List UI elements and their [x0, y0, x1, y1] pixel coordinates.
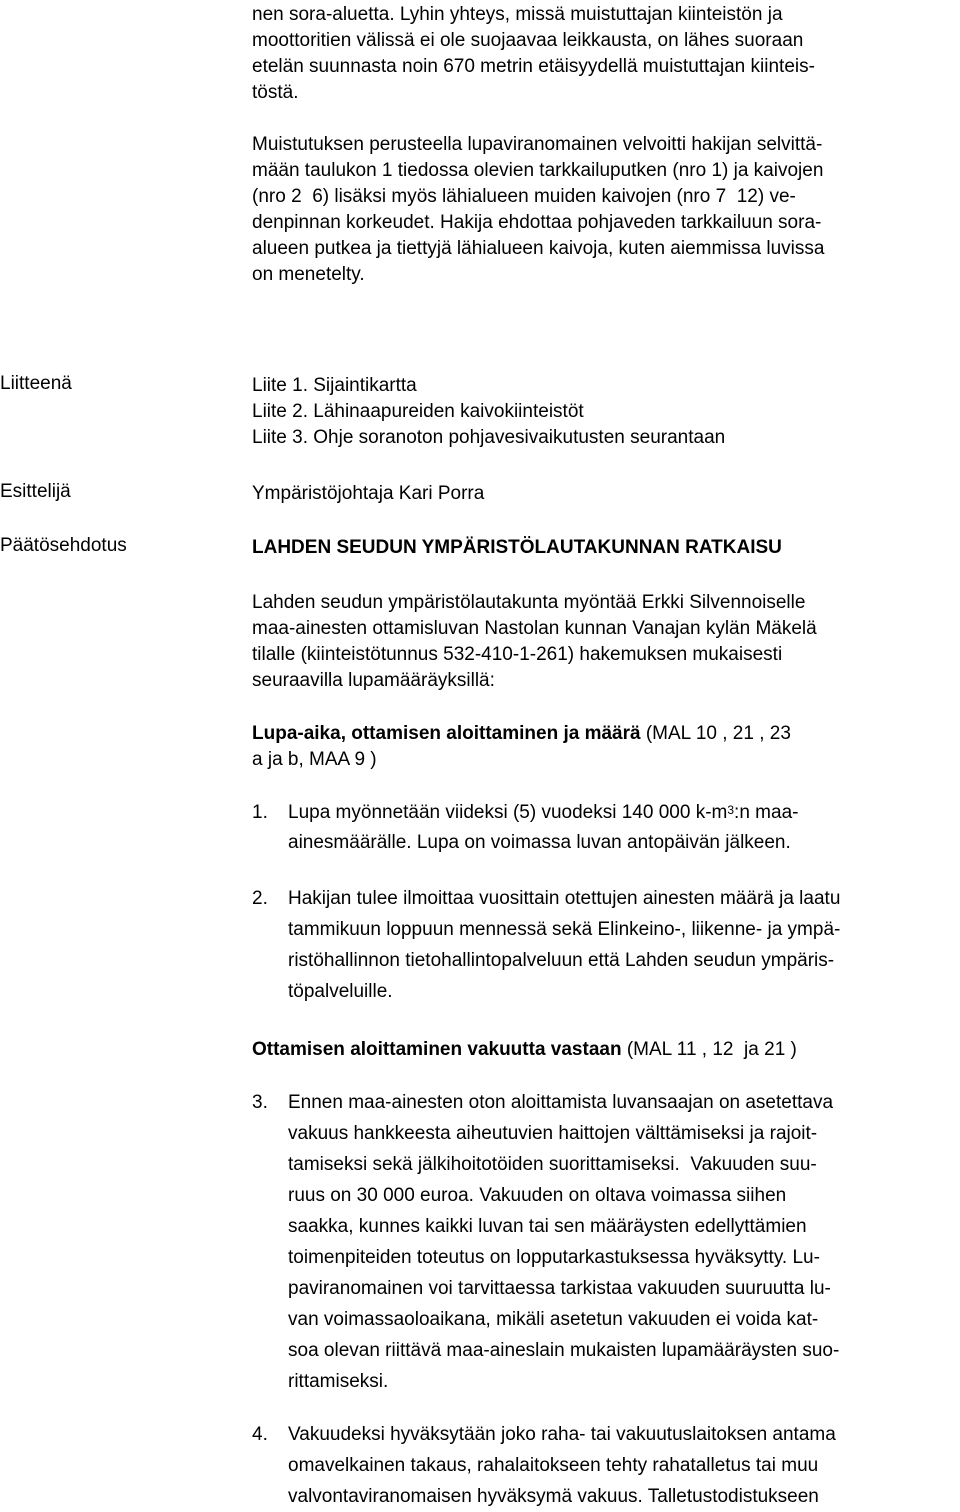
label-liitteena: Liitteenä [0, 373, 72, 394]
text-line: rittamiseksi. [288, 1371, 389, 1392]
text-span: :n maa- [734, 802, 799, 823]
text-line: Ennen maa-ainesten oton aloittamista luvansaajan on asetettava [288, 1092, 834, 1113]
text-line: seuraavilla lupamääräyksillä: [252, 670, 495, 691]
text-line: töstä. [252, 82, 299, 103]
section-heading-bold: Ottamisen aloittaminen vakuutta vastaan [252, 1039, 622, 1060]
text-line: alueen putkea ja tiettyjä lähialueen kaivoja, kuten aiemmissa luvissa [252, 238, 825, 259]
text-line: ruus on 30 000 euroa. Vakuuden on oltava voimassa siihen [288, 1185, 787, 1206]
text-line: soa olevan riittävä maa-aineslain mukaisten lupamääräysten suo- [288, 1340, 840, 1361]
presenter-name: Ympäristöjohtaja Kari Porra [252, 483, 485, 504]
text-line: tamiseksi sekä jälkihoitotöiden suorittamiseksi. Vakuuden suu- [288, 1154, 817, 1175]
text-span: Lupa myönnetään viideksi (5) vuodeksi 140 000 k-m [288, 802, 728, 823]
text-line: van voimassaoloaikana, mikäli asetetun vakuuden ei voida kat- [288, 1309, 819, 1330]
text-line: Muistutuksen perusteella lupaviranomainen velvoitti hakijan selvittä- [252, 134, 823, 155]
text-line: töpalveluille. [288, 981, 393, 1002]
item-number: 4. [252, 1424, 268, 1445]
superscript: 3 [727, 803, 735, 817]
item-number: 3. [252, 1092, 268, 1113]
text-line: etelän suunnasta noin 670 metrin etäisyydellä muistuttajan kiinteis- [252, 56, 815, 77]
text-line: Hakijan tulee ilmoittaa vuosittain otettujen ainesten määrä ja laatu [288, 888, 841, 909]
list-item [288, 1090, 958, 1392]
text-line: moottoritien välissä ei ole suojaavaa leikkausta, on lähes suoraan [252, 30, 804, 51]
text-line: maa-ainesten ottamisluvan Nastolan kunnan Vanajan kylän Mäkelä [252, 618, 817, 639]
text-line: saakka, kunnes kaikki luvan tai sen määräysten edellyttämien [288, 1216, 807, 1237]
section-heading-line: a ja b, MAA 9 ) [252, 749, 377, 770]
text-line: (nro 2 6) lisäksi myös lähialueen muiden kaivojen (nro 7 12) ve- [252, 186, 796, 207]
text-line: omavelkainen takaus, rahalaitokseen tehty rahatalletus tai muu [288, 1455, 819, 1476]
text-line: vakuus hankkeesta aiheutuvien haittojen välttämiseksi ja rajoit- [288, 1123, 818, 1144]
list-item [288, 1422, 958, 1510]
text-line: Vakuudeksi hyväksytään joko raha- tai vakuutuslaitoksen antama [288, 1424, 836, 1445]
text-line: ristöhallinnon tietohallintopalveluun että Lahden seudun ympäris- [288, 950, 835, 971]
section-heading-refs: (MAL 10 , 21 , 23 [640, 723, 791, 744]
decision-heading: LAHDEN SEUDUN YMPÄRISTÖLAUTAKUNNAN RATKAISU [252, 537, 782, 558]
text-line: denpinnan korkeudet. Hakija ehdottaa pohjaveden tarkkailuun sora- [252, 212, 822, 233]
text-line: mään taulukon 1 tiedossa olevien tarkkailuputken (nro 1) ja kaivojen [252, 160, 824, 181]
section-heading-bold: Lupa-aika, ottamisen aloittaminen ja määrä [252, 723, 641, 744]
label-paatosehdotus: Päätösehdotus [0, 535, 127, 556]
text-line: paviranomainen voi tarvittaessa tarkistaa vakuuden suuruutta lu- [288, 1278, 831, 1299]
section-heading-line [252, 1037, 797, 1063]
label-esittelija: Esittelijä [0, 481, 71, 502]
attachment-item: Liite 3. Ohje soranoton pohjavesivaikutusten seurantaan [252, 427, 726, 448]
text-line: on menetelty. [252, 264, 365, 285]
item-number: 2. [252, 888, 268, 909]
text-line: tilalle (kiinteistötunnus 532-410-1-261) hakemuksen mukaisesti [252, 644, 783, 665]
item-number: 1. [252, 802, 268, 823]
text-line [288, 800, 798, 826]
text-line: toimenpiteiden toteutus on lopputarkastuksessa hyväksytty. Lu- [288, 1247, 820, 1268]
list-item [288, 886, 958, 1002]
text-line: valvontaviranomaisen hyväksymä vakuus. Talletustodistukseen [288, 1486, 819, 1507]
attachment-item: Liite 2. Lähinaapureiden kaivokiinteistöt [252, 401, 584, 422]
text-line: nen sora-aluetta. Lyhin yhteys, missä muistuttajan kiinteistön ja [252, 4, 783, 25]
text-line: Lahden seudun ympäristölautakunta myöntää Erkki Silvennoiselle [252, 592, 806, 613]
text-line: ainesmäärälle. Lupa on voimassa luvan antopäivän jälkeen. [288, 832, 791, 853]
attachment-item: Liite 1. Sijaintikartta [252, 375, 417, 396]
list-item [288, 800, 958, 866]
section-heading-refs: (MAL 11 , 12 ja 21 ) [621, 1039, 797, 1060]
text-line: tammikuun loppuun mennessä sekä Elinkeino-, liikenne- ja ympä- [288, 919, 841, 940]
section-heading-line [252, 721, 791, 747]
